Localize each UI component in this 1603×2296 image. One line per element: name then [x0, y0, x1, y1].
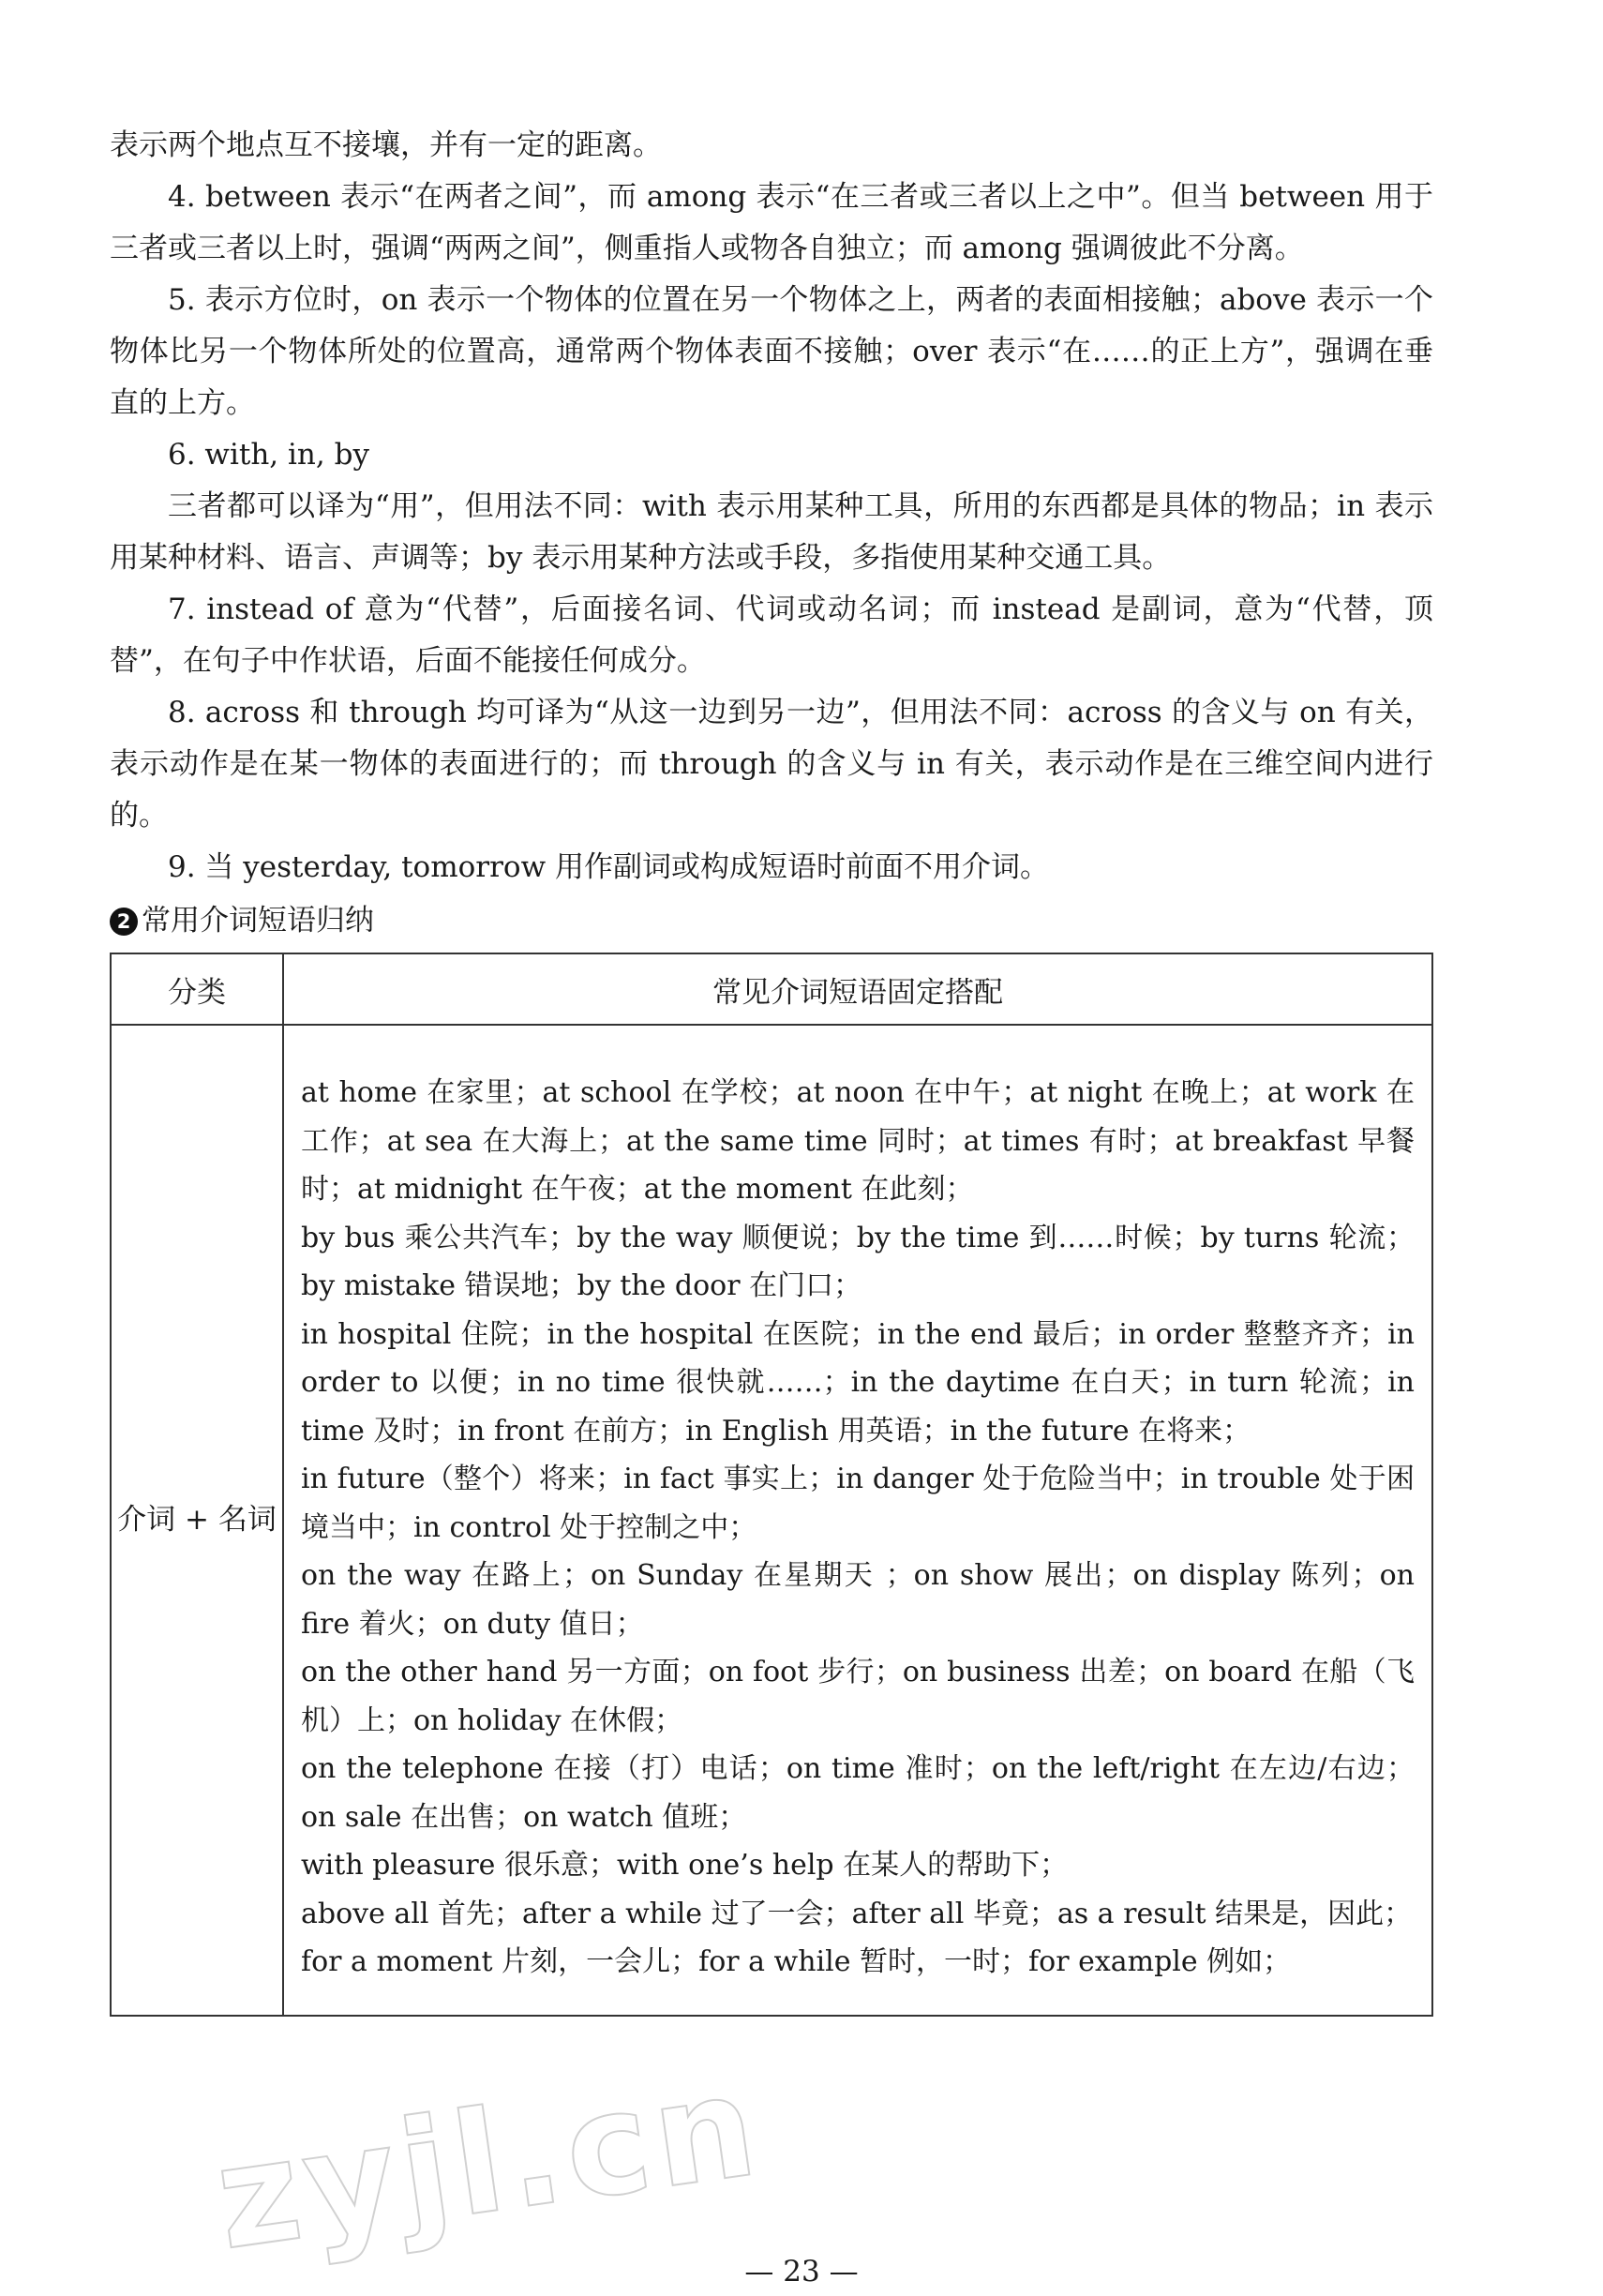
header-category: 分类	[111, 953, 283, 1025]
phrase-line: on the way 在路上；on Sunday 在星期天 ；on show 展出；on display 陈列；on fire 着火；on duty 值日；	[301, 1559, 1415, 1641]
category-label: 介词 + 名词	[117, 1503, 277, 1538]
watermark: zyjl.cn	[206, 2044, 771, 2282]
circled-number-icon: 2	[110, 908, 138, 936]
table-header-row	[111, 953, 1432, 1025]
paragraph-5: 5. 表示方位时，on 表示一个物体的位置在另一个物体之上，两者的表面相接触；above 表示一个物体比另一个物体所处的位置高，通常两个物体表面不接触；over 表示“在……的正上方”，强调在垂直的上方。	[110, 283, 1433, 420]
paragraph-6: 三者都可以译为“用”，但用法不同：with 表示用某种工具，所用的东西都是具体的物品；in 表示用某种材料、语言、声调等；by 表示用某种方法或手段，多指使用某种交通工具。	[110, 489, 1433, 575]
section-title: 常用介词短语归纳	[142, 904, 374, 938]
category-cell	[111, 1025, 283, 2016]
paragraph-9: 9. 当 yesterday, tomorrow 用作副词或构成短语时前面不用介词。	[168, 850, 1049, 884]
phrase-line: for a moment 片刻，一会儿；for a while 暂时，一时；for example 例如；	[301, 1945, 1292, 1978]
phrase-line: by bus 乘公共汽车；by the way 顺便说；by the time 到……时候；by turns 轮流；by mistake 错误地；by the door 在门口；	[301, 1221, 1415, 1302]
phrase-line: in future（整个）将来；in fact 事实上；in danger 处于危险当中；in trouble 处于困境当中；in control 处于控制之中；	[301, 1463, 1415, 1544]
section-heading	[110, 895, 1433, 947]
paragraph-4: 4. between 表示“在两者之间”，而 among 表示“在三者或三者以上之中”。但当 between 用于三者或三者以上时，强调“两两之间”，侧重指人或物各自独立；而 among 强调彼此不分离。	[110, 180, 1433, 265]
phrase-line: with pleasure 很乐意；with one’s help 在某人的帮助下；	[301, 1849, 1069, 1882]
phrase-line: above all 首先；after a while 过了一会；after all 毕竟；as a result 结果是，因此；	[301, 1897, 1413, 1930]
page-number: — 23 —	[744, 2255, 859, 2288]
phrases-cell	[283, 1025, 1432, 2016]
header-phrases: 常见介词短语固定搭配	[283, 953, 1432, 1025]
phrase-table	[110, 953, 1433, 2017]
phrase-line: on the telephone 在接（打）电话；on time 准时；on the left/right 在左边/右边；on sale 在出售；on watch 值班；	[301, 1752, 1415, 1834]
paragraph-8: 8. across 和 through 均可译为“从这一边到另一边”，但用法不同：across 的含义与 on 有关，表示动作是在某一物体的表面进行的；而 through 的含义与 in 有关，表示动作是在三维空间内进行的。	[110, 696, 1433, 833]
paragraph-7: 7. instead of 意为“代替”，后面接名词、代词或动名词；而 instead 是副词，意为“代替，顶替”，在句子中作状语，后面不能接任何成分。	[110, 593, 1433, 678]
phrase-line: in hospital 住院；in the hospital 在医院；in the end 最后；in order 整整齐齐；in order to 以便；in no time 很快就……；in the daytime 在白天；in turn 轮流；in time 及时；in front 在前方；in English 用英语；in the future 在将来；	[301, 1317, 1415, 1448]
phrase-line: on the other hand 另一方面；on foot 步行；on business 出差；on board 在船（飞机）上；on holiday 在休假；	[301, 1656, 1415, 1737]
table-row	[111, 1025, 1432, 2016]
page-content	[110, 120, 1433, 2017]
paragraph-continuation: 表示两个地点互不接壤，并有一定的距离。	[110, 128, 662, 162]
phrase-line: at home 在家里；at school 在学校；at noon 在中午；at night 在晚上；at work 在工作；at sea 在大海上；at the same time 同时；at times 有时；at breakfast 早餐时；at midnight 在午夜；at the moment 在此刻；	[301, 1076, 1415, 1206]
paragraph-6-title: 6. with, in, by	[168, 438, 369, 472]
